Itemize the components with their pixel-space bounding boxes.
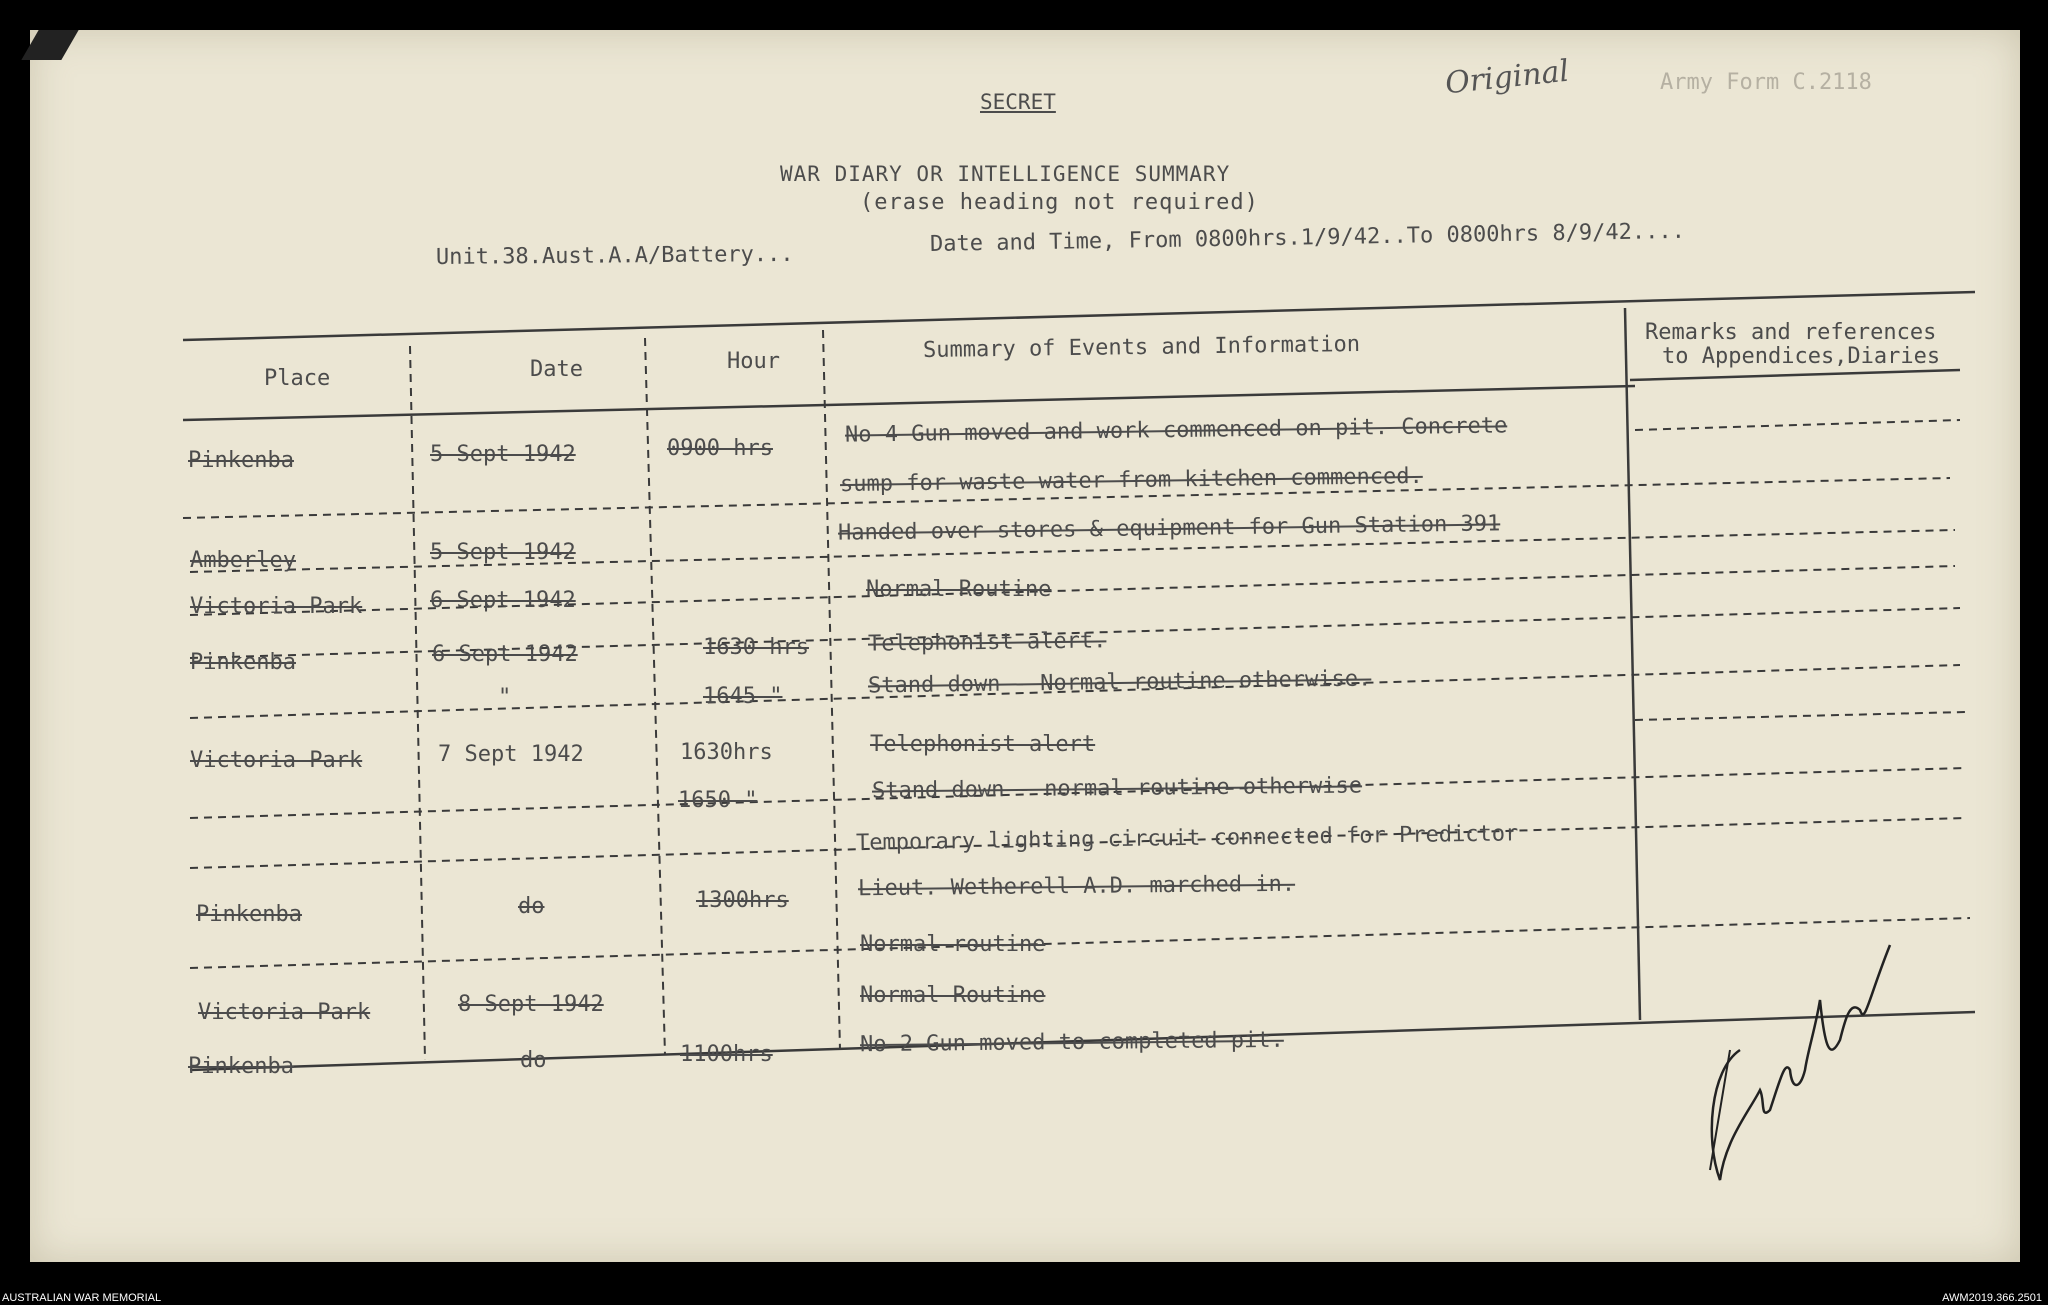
row-13-date: do — [520, 1048, 547, 1073]
classification-label: SECRET — [980, 90, 1056, 114]
row-1-place: Pinkenba — [188, 448, 294, 473]
column-header-remarks-line2: to Appendices,Diaries — [1662, 344, 1941, 369]
row-1-hour: 0900 hrs — [667, 436, 773, 461]
row-13-summary: No 2 Gun moved to completed pit. — [859, 1027, 1284, 1058]
row-6-date: " — [498, 685, 512, 710]
row-10-place: Pinkenba — [196, 902, 302, 927]
row-3-date: 5 Sept 1942 — [430, 540, 576, 565]
row-7-hour: 1630hrs — [680, 740, 773, 765]
column-header-summary: Summary of Events and Information — [922, 331, 1361, 364]
row-9-summary: Temporary lighting circuit connected for Predictor — [855, 821, 1519, 856]
original-handwritten-note: Original — [1443, 53, 1571, 102]
row-7-summary: Telephonist alert — [870, 732, 1096, 757]
officer-signature — [1690, 940, 1900, 1200]
row-5-place: Pinkenba — [190, 650, 296, 675]
row-13-place: Pinkenba — [188, 1054, 294, 1079]
row-5-date: 6 Sept 1942 — [432, 642, 578, 667]
army-form-label: Army Form C.2118 — [1660, 70, 1872, 95]
row-1-summary: No 4 Gun moved and work commenced on pit. Concrete — [844, 413, 1508, 448]
row-13-hour: 1100hrs — [680, 1042, 773, 1067]
column-header-hour: Hour — [727, 349, 780, 374]
row-5-summary: Telephonist alert. — [867, 628, 1107, 657]
row-10-hour: 1300hrs — [696, 888, 789, 913]
row-10-summary: Lieut. Wetherell A.D. marched in. — [857, 871, 1296, 902]
row-12-place: Victoria Park — [198, 1000, 371, 1025]
row-4-summary: Normal Routine — [866, 577, 1052, 602]
footer-credit: AUSTRALIAN WAR MEMORIAL — [2, 1292, 162, 1304]
row-12-summary: Normal Routine — [860, 983, 1046, 1008]
unit-line: Unit.38.Aust.A.A/Battery... — [435, 241, 794, 270]
row-8-summary: Stand down - normal routine otherwise — [871, 773, 1363, 804]
row-5-hour: 1630 hrs — [703, 635, 809, 660]
document-subtitle: (erase heading not required) — [860, 190, 1259, 215]
row-7-date: 7 Sept 1942 — [438, 742, 584, 767]
row-6-summary: Stand down - Normal routine otherwise. — [867, 666, 1372, 699]
column-header-date: Date — [530, 357, 583, 382]
row-7-place: Victoria Park — [190, 748, 363, 773]
row-11-summary: Normal routine — [860, 932, 1046, 957]
column-header-remarks-line1: Remarks and references — [1645, 320, 1937, 345]
row-3-place: Amberley — [190, 548, 296, 573]
row-12-date: 8 Sept 1942 — [458, 992, 604, 1017]
footer-reference: AWM2019.366.2501 — [1942, 1292, 2042, 1304]
row-1-date: 5 Sept 1942 — [430, 442, 576, 467]
row-6-hour: 1645 " — [703, 684, 783, 709]
date-time-line: Date and Time, From 0800hrs.1/9/42..To 0800hrs 8/9/42.... — [929, 218, 1686, 257]
row-4-date: 6 Sept 1942 — [430, 588, 576, 613]
row-4-place: Victoria Park — [190, 594, 363, 619]
row-2-summary: sump for waste water from kitchen commenced. — [839, 463, 1423, 498]
document-title: WAR DIARY OR INTELLIGENCE SUMMARY — [780, 162, 1231, 186]
row-8-hour: 1650 " — [678, 788, 758, 813]
row-10-date: do — [518, 894, 545, 919]
column-header-place: Place — [264, 366, 331, 391]
row-3-summary: Handed over stores & equipment for Gun Station 391 — [837, 511, 1501, 546]
